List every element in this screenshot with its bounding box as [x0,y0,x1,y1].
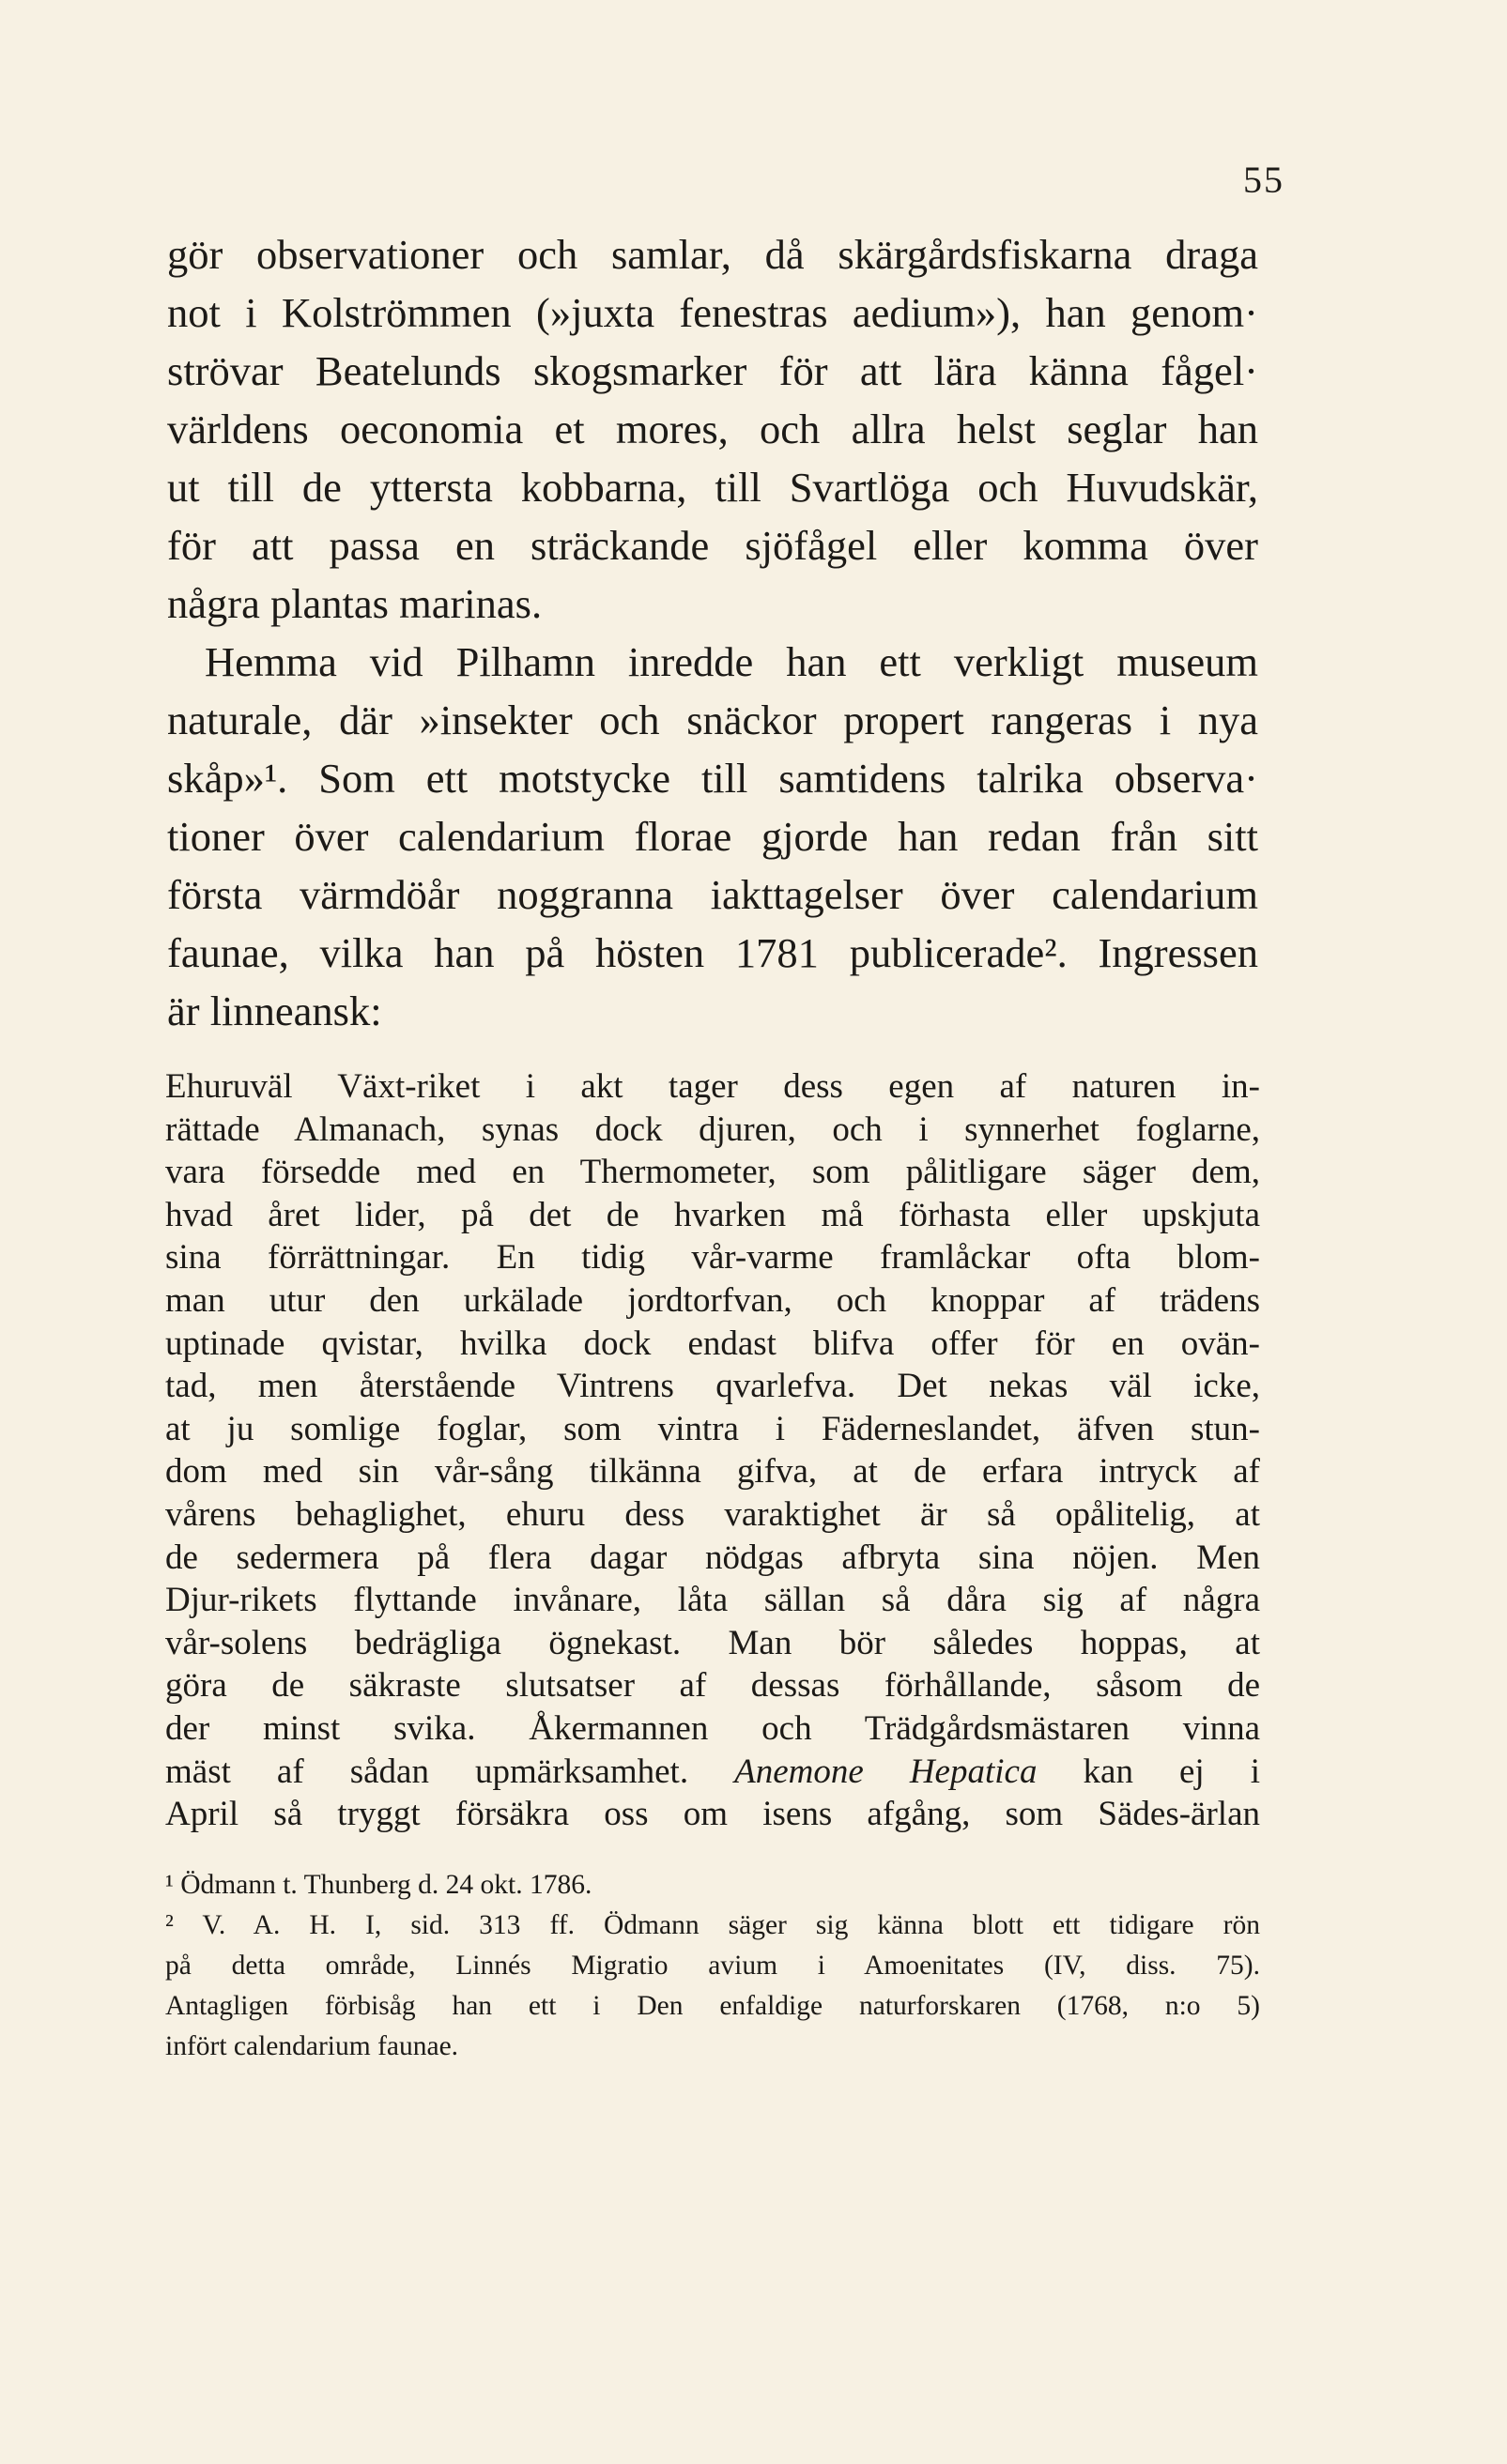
text-line: världens oeconomia et mores, och allra helst seglar han [167,406,1258,452]
quote-line: sina förrättningar. En tidig vår-varme framlåckar ofta blom- [165,1238,1260,1278]
species-name: Anemone Hepatica [734,1752,1038,1791]
text-line: några plantas marinas. [167,580,543,627]
text-line: faunae, vilka han på hösten 1781 publicerade². Ingressen [167,929,1258,976]
footnote-1: ¹ Ödmann t. Thunberg d. 24 okt. 1786. [165,1870,592,1900]
quote-line: man utur den urkälade jordtorfvan, och knoppar af trädens [165,1280,1260,1320]
block-quote [165,1065,1260,1836]
page-number: 55 [1243,159,1284,201]
text-line: not i Kolströmmen (»juxta fenestras aedium»), han genom· [167,289,1258,336]
text-line: naturale, där »insekter och snäckor propert rangeras i nya [167,696,1258,743]
text-line: strövar Beatelunds skogsmarker för att lära känna fågel· [167,347,1258,394]
quote-line: tad, men återstående Vintrens qvarlefva. Det nekas väl icke, [165,1367,1260,1406]
text-line: gör observationer och samlar, då skärgårdsfiskarna draga [167,231,1258,278]
quote-line: at ju somlige foglar, som vintra i Fäderneslandet, äfven stun- [165,1409,1260,1448]
footnote-2-line: ² V. A. H. I, sid. 313 ff. Ödmann säger sig känna blott ett tidigare rön [165,1910,1260,1940]
quote-segment: kan ej i [1083,1752,1261,1791]
footnote-2-line: infört calendarium faunae. [165,2031,459,2061]
quote-line: rättade Almanach, synas dock djuren, och i synnerhet foglarne, [165,1110,1260,1149]
text-line: skåp»¹. Som ett motstycke till samtidens talrika observa· [167,755,1258,802]
text-line: för att passa en sträckande sjöfågel eller komma över [167,522,1258,569]
footnotes [165,1865,1260,2067]
quote-line: uptinade qvistar, hvilka dock endast blifva offer för en ovän- [165,1324,1260,1363]
text-line: första värmdöår noggranna iakttagelser över calendarium [167,871,1258,918]
quote-line: hvad året lider, på det de hvarken må förhasta eller upskjuta [165,1195,1260,1234]
quote-line: April så tryggt försäkra oss om isens afgång, som Sädes-ärlan [165,1795,1260,1834]
main-text [167,225,1258,1040]
quote-line: göra de säkraste slutsatser af dessas förhållande, såsom de [165,1666,1260,1706]
quote-line-with-italic [165,1751,1260,1794]
quote-line: de sedermera på flera dagar nödgas afbryta sina nöjen. Men [165,1538,1260,1577]
text-line: är linneansk: [167,987,382,1034]
quote-line: vårens behaglighet, ehuru dess varaktighet är så opålitelig, at [165,1494,1260,1534]
quote-line: Djur-rikets flyttande invånare, låta sällan så dåra sig af några [165,1581,1260,1620]
text-line: tioner över calendarium florae gjorde han redan från sitt [167,813,1258,860]
footnote-2-line: på detta område, Linnés Migratio avium i Amoenitates (IV, diss. 75). [165,1951,1260,1981]
quote-line: vara försedde med en Thermometer, som pålitligare säger dem, [165,1153,1260,1192]
quote-line: Ehuruväl Växt-riket i akt tager dess egen af naturen in- [165,1067,1260,1106]
quote-line: dom med sin vår-sång tilkänna gifva, at de erfara intryck af [165,1452,1260,1492]
quote-line: vår-solens bedrägliga ögnekast. Man bör således hoppas, at [165,1623,1260,1662]
footnote-2-line: Antagligen förbisåg han ett i Den enfaldige naturforskaren (1768, n:o 5) [165,1991,1260,2021]
quote-line: der minst svika. Åkermannen och Trädgårdsmästaren vinna [165,1708,1260,1748]
quote-segment: mäst af sådan upmärksamhet. [165,1752,689,1791]
text-line: ut till de yttersta kobbarna, till Svartlöga och Huvudskär, [167,464,1258,511]
text-line: Hemma vid Pilhamn inredde han ett verkligt museum [205,638,1258,685]
